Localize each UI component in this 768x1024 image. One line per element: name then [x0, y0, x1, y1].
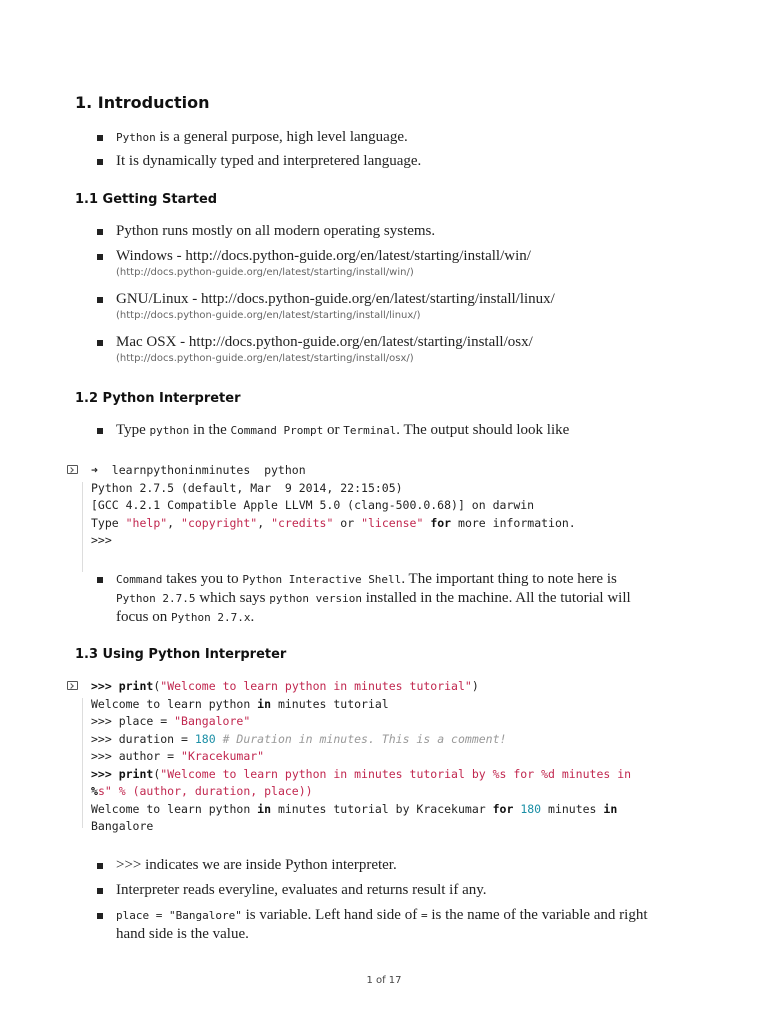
bullet-command-shell: [97, 570, 697, 627]
text-run: hand side is the value.: [116, 926, 249, 942]
code-string: "license": [361, 515, 424, 530]
code-token: >>> place =: [91, 714, 175, 728]
code-token: >>> duration =: [91, 731, 195, 746]
code-keyword: print: [118, 679, 154, 693]
code-keyword: in: [257, 696, 272, 711]
section-1-3-heading: 1.3 Using Python Interpreter: [75, 647, 287, 662]
inline-code: Terminal: [343, 424, 397, 437]
bullet-text: It is dynamically typed and interpretered language.: [116, 153, 422, 169]
terminal-icon: [67, 465, 78, 474]
code-prompt: >>>: [91, 679, 119, 693]
windows-url[interactable]: (http://docs.python-guide.org/en/latest/starting/install/win/): [116, 267, 414, 278]
code-token: Type: [91, 515, 126, 530]
code-line: Python 2.7.5 (default, Mar 9 2014, 22:15:05): [91, 480, 403, 495]
bullet-text: Interpreter reads everyline, evaluates and returns result if any.: [116, 882, 487, 898]
interpreter-code-block: >>> print("Welcome to learn python in minutes tutorial") Welcome to learn python in minutes tutorial >>> place = "Bangalore" >>> duration = 180 # Duration in minutes. This is a comment! >>> author = "Kracekumar" >>> print("Welcome to learn python in minutes tutorial by %s for %d minutes in %s" % (author, duration, place)) Welcome to learn python in minutes tutorial by Kracekumar for 180 minutes in Bangalore: [67, 678, 707, 836]
bullet-marker: [97, 428, 103, 434]
code-token: Welcome to learn python: [91, 801, 258, 816]
code-number: 180: [194, 731, 216, 746]
code-string: "help": [125, 515, 168, 530]
code-rule: [82, 698, 83, 828]
terminal-icon: [67, 681, 78, 690]
code-string: "credits": [271, 515, 334, 530]
inline-code: place = "Bangalore": [116, 909, 242, 922]
code-token: >>> author =: [91, 749, 182, 763]
code-keyword: print: [118, 766, 154, 781]
text-run: . The important thing to note here is: [401, 571, 617, 587]
code-keyword: %: [91, 784, 98, 798]
inline-code: Python 2.7.5: [116, 592, 196, 605]
page-number: 1 of 17: [366, 975, 402, 986]
bullet-marker: [97, 254, 103, 260]
bullet-marker: [97, 297, 103, 303]
linux-link-text[interactable]: GNU/Linux - http://docs.python-guide.org/en/latest/starting/install/linux/: [116, 291, 555, 307]
code-token: more information.: [451, 515, 576, 530]
bullet-type-python: [97, 421, 697, 440]
code-string: % (author, duration, place)): [111, 784, 313, 798]
terminal-code-block: ➜ learnpythoninminutes python Python 2.7.5 (default, Mar 9 2014, 22:15:05) [GCC 4.2.1 Compatible Apple LLVM 5.0 (clang-500.0.68)] on darwin Type "help", "copyright", "credits" or "license" for more information. >>>: [67, 462, 707, 550]
code-string: "Welcome to learn python in minutes tutorial": [160, 679, 472, 693]
bullet-marker: [97, 863, 103, 869]
text-run: is variable. Left hand side of: [241, 907, 421, 923]
bullet-prompt-indicates: [97, 856, 697, 875]
code-token: minutes: [541, 801, 604, 816]
text-run: which says: [195, 590, 270, 606]
code-keyword: for: [430, 515, 452, 530]
text-run: or: [323, 422, 344, 438]
code-keyword: in: [257, 801, 272, 816]
code-line: >>>: [91, 533, 112, 547]
code-string: s": [97, 784, 112, 798]
bullet-variable: [97, 906, 697, 944]
inline-code: =: [420, 909, 428, 922]
code-line: ➜ learnpythoninminutes python: [91, 463, 306, 477]
code-line: Bangalore: [91, 819, 154, 833]
text-run: takes you to: [162, 571, 243, 587]
windows-link-text[interactable]: Windows - http://docs.python-guide.org/en/latest/starting/install/win/: [116, 248, 531, 264]
text-run: installed in the machine. All the tutorial will: [361, 590, 631, 606]
code-rule: [82, 482, 83, 572]
code-keyword: for: [492, 801, 514, 816]
section-1-1-heading: 1.1 Getting Started: [75, 192, 218, 207]
linux-url[interactable]: (http://docs.python-guide.org/en/latest/starting/install/linux/): [116, 310, 421, 321]
code-prompt: >>>: [91, 766, 119, 781]
inline-code: Command Prompt: [230, 424, 324, 437]
mac-link-text[interactable]: Mac OSX - http://docs.python-guide.org/en/latest/starting/install/osx/: [116, 334, 533, 350]
section-1-2-heading: 1.2 Python Interpreter: [75, 391, 241, 406]
bullet-mac: [97, 333, 697, 366]
bullet-marker: [97, 913, 103, 919]
inline-code: Python: [116, 131, 156, 144]
bullet-windows: [97, 247, 697, 280]
code-token: minutes tutorial: [271, 696, 389, 711]
bullet-interpreter-reads: [97, 881, 697, 900]
bullet-runs-on-os: [97, 222, 697, 241]
bullet-marker: [97, 229, 103, 235]
inline-code: Python 2.7.x: [171, 611, 251, 624]
code-string: "Welcome to learn python in minutes tutorial by %s for %d minutes in: [160, 766, 632, 781]
bullet-marker: [97, 135, 103, 141]
text-run: .: [250, 609, 255, 625]
inline-code: Python Interactive Shell: [242, 573, 402, 586]
bullet-marker: [97, 340, 103, 346]
code-token: minutes tutorial by Kracekumar: [271, 801, 493, 816]
bullet-text: >>> indicates we are inside Python interpreter.: [116, 857, 397, 873]
text-run: . The output should look like: [396, 422, 570, 438]
code-comment: # Duration in minutes. This is a comment!: [215, 731, 507, 746]
section-1-heading: 1. Introduction: [75, 93, 210, 112]
code-line: [GCC 4.2.1 Compatible Apple LLVM 5.0 (clang-500.0.68)] on darwin: [91, 498, 535, 512]
bullet-marker: [97, 159, 103, 165]
code-number: 180: [520, 801, 542, 816]
bullet-text: is a general purpose, high level language.: [155, 129, 408, 145]
text-run: in the: [189, 422, 231, 438]
inline-code: python: [149, 424, 190, 437]
bullet-marker: [97, 888, 103, 894]
inline-code: python version: [269, 592, 362, 605]
code-token: Welcome to learn python: [91, 696, 258, 711]
code-token: or: [333, 515, 362, 530]
text-run: is the name of the variable and right: [427, 907, 648, 923]
inline-code: Command: [116, 573, 163, 586]
bullet-python-general: [97, 128, 697, 147]
code-string: "copyright": [181, 515, 258, 530]
text-run: focus on: [116, 609, 171, 625]
text-run: Type: [116, 422, 150, 438]
mac-url[interactable]: (http://docs.python-guide.org/en/latest/starting/install/osx/): [116, 353, 414, 364]
bullet-dynamically-typed: [97, 152, 697, 171]
code-string: "Kracekumar": [181, 749, 265, 763]
bullet-text: Python runs mostly on all modern operating systems.: [116, 223, 436, 239]
bullet-marker: [97, 577, 103, 583]
bullet-linux: [97, 290, 697, 323]
code-keyword: in: [603, 801, 618, 816]
code-string: "Bangalore": [174, 714, 251, 728]
